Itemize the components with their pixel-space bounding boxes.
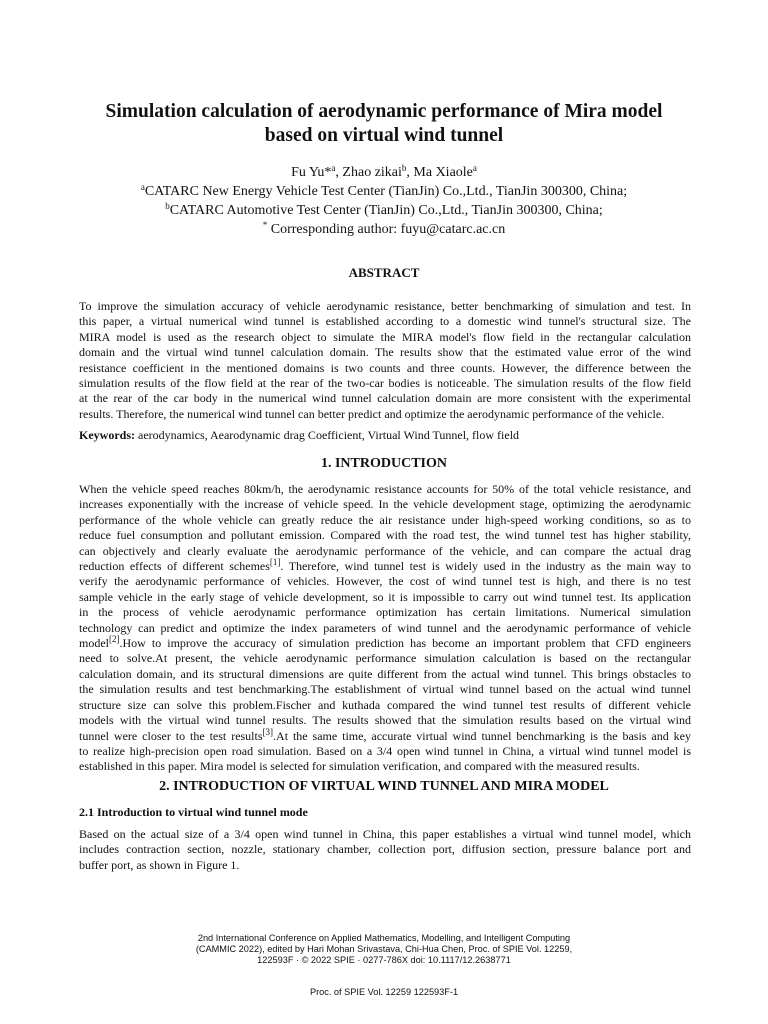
footer-line: 122593F · © 2022 SPIE · 0277-786X doi: 10.1117/12.2638771	[257, 955, 511, 965]
subsection-2-1-body	[79, 827, 691, 873]
body-line: models with the virtual wind tunnel results. The results showed that the simulation results based on the virtual wind	[79, 713, 691, 728]
conference-footer	[60, 933, 708, 966]
abstract-line: at the rear of the car body in the numerical wind tunnel calculation domain are more consistent with the experimental	[79, 391, 691, 406]
abstract-line: this paper, a virtual numerical wind tunnel is established according to a domestic wind tunnel's structural size. The	[79, 314, 691, 329]
citation-marker: [2]	[109, 634, 120, 645]
section-2-heading: 2. INTRODUCTION OF VIRTUAL WIND TUNNEL AND MIRA MODEL	[159, 779, 609, 794]
body-line: need to solve.At present, the vehicle aerodynamic performance simulation calculation is based on the rectangular	[79, 651, 691, 666]
abstract-line: MIRA model is used as the research object to simulate the MIRA model's flow field in the rectangular calculation	[79, 329, 691, 344]
abstract-line: To improve the simulation accuracy of vehicle aerodynamic resistance, better benchmarking of simulation and test. In	[79, 299, 691, 313]
corresponding-author: * Corresponding author: fuyu@catarc.ac.cn	[262, 220, 506, 237]
body-line: increases exponentially with the increase of vehicle speed. In the vehicle development stage, optimizing the aerodynamic	[79, 497, 691, 512]
subsection-2-1-heading: 2.1 Introduction to virtual wind tunnel mode	[79, 805, 308, 819]
body-line: model[2].How to improve the accuracy of simulation prediction has become an important problem that CFD engineers	[79, 634, 691, 651]
body-line: Based on the actual size of a 3/4 open wind tunnel in China, this paper establishes a virtual wind tunnel model, which	[79, 827, 691, 841]
body-line: verify the aerodynamic performance of vehicles. However, the cost of wind tunnel test is high, and there is no test	[79, 574, 691, 589]
body-line: the simulation results and test benchmarking.The establishment of virtual wind tunnel based on the actual wind tunnel	[79, 682, 691, 697]
body-line: buffer port, as shown in Figure 1.	[79, 857, 240, 872]
paper-title	[60, 100, 708, 148]
affiliation-b: $^b$CATARC Automotive Test Center (TianJin) Co.,Ltd., TianJin 300300, China;	[165, 201, 603, 218]
body-line: calculation domain, and its structural dimensions are quite different from the actual wind tunnel. This brings obstacles to	[79, 666, 691, 681]
abstract-line: resistance coefficient in the mentioned domains is two counts and three counts. However, the difference between the	[79, 360, 691, 375]
abstract-line: simulation results of the flow field at the rear of the two-car bodies is noticeable. The simulation results of the flow field	[79, 376, 691, 391]
footer-line: 2nd International Conference on Applied Mathematics, Modelling, and Intelligent Computing	[197, 933, 571, 943]
body-line: performance of the whole vehicle can greatly reduce the air resistance under high-speed working conditions, so as to	[79, 512, 691, 527]
body-line: technology can predict and optimize the index parameters of wind tunnel and the aerodynamic performance of vehicle	[79, 620, 691, 635]
keywords-text: aerodynamics, Aearodynamic drag Coefficient, Virtual Wind Tunnel, flow field	[135, 428, 520, 442]
page-footer: Proc. of SPIE Vol. 12259 122593F-1	[309, 987, 459, 997]
abstract-body	[79, 299, 691, 422]
body-line: includes contraction section, nozzle, stationary chamber, collection port, diffusion section, pressure balance port and	[79, 842, 691, 857]
body-line: sample vehicle in the early stage of vehicle development, so it is impossible to carry out wind tunnel test. Its application	[79, 589, 691, 604]
section-1-heading: 1. INTRODUCTION	[320, 456, 447, 471]
body-line: structure size can solve this problem.Fischer and kuthada compared the wind tunnel test results of different vehicle	[79, 697, 691, 712]
body-line: reduce fuel consumption and pollutant emission. Compared with the road test, the wind tunnel test has higher stability,	[79, 528, 691, 543]
citation-marker: [1]	[269, 557, 281, 568]
author-names: Fu Yu*$^a$, Zhao zikai$^b$, Ma Xiaole$^a$	[291, 163, 477, 180]
author-block	[60, 163, 708, 239]
body-line: reduction effects of different schemes[1]. Therefore, wind tunnel test is widely used in the industry as the main way to	[79, 557, 691, 574]
title-line-2: based on virtual wind tunnel	[264, 125, 504, 146]
body-line: established in this paper. Mira model is selected for simulation verification, and compared with the measured results.	[79, 759, 640, 774]
abstract-heading: ABSTRACT	[348, 265, 420, 280]
body-line: in the process of vehicle aerodynamic performance optimization has certain limitations. Numerical simulation	[79, 605, 691, 620]
abstract-line: results. Therefore, the numerical wind tunnel can better predict and optimize the aerodynamic performance of the vehicle.	[79, 406, 665, 421]
body-line: tunnel were closer to the test results[3].At the same time, accurate virtual wind tunnel benchmarking is the basis and key	[79, 726, 691, 743]
citation-marker: [3]	[262, 726, 274, 737]
introduction-body	[79, 482, 691, 775]
keywords-label: Keywords:	[79, 428, 135, 442]
body-line: to realize high-precision open road simulation. Based on a 3/4 open wind tunnel in China, a virtual wind tunnel model is	[79, 743, 691, 758]
keywords	[79, 428, 691, 443]
affiliation-a: $^a$CATARC New Energy Vehicle Test Center (TianJin) Co.,Ltd., TianJin 300300, China;	[140, 182, 628, 199]
abstract-line: domain and the virtual wind tunnel calculation domain. The results show that the estimated value error of the wind	[79, 345, 691, 360]
title-line-1: Simulation calculation of aerodynamic performance of Mira model	[105, 101, 663, 122]
body-line: can objectively and clearly evaluate the aerodynamic performance of the vehicle, and can compare the actual drag	[79, 543, 691, 558]
body-line: When the vehicle speed reaches 80km/h, the aerodynamic resistance accounts for 50% of the total vehicle resistance, and	[79, 482, 691, 496]
footer-line: (CAMMIC 2022), edited by Hari Mohan Srivastava, Chi-Hua Chen, Proc. of SPIE Vol. 12259,	[195, 944, 573, 954]
